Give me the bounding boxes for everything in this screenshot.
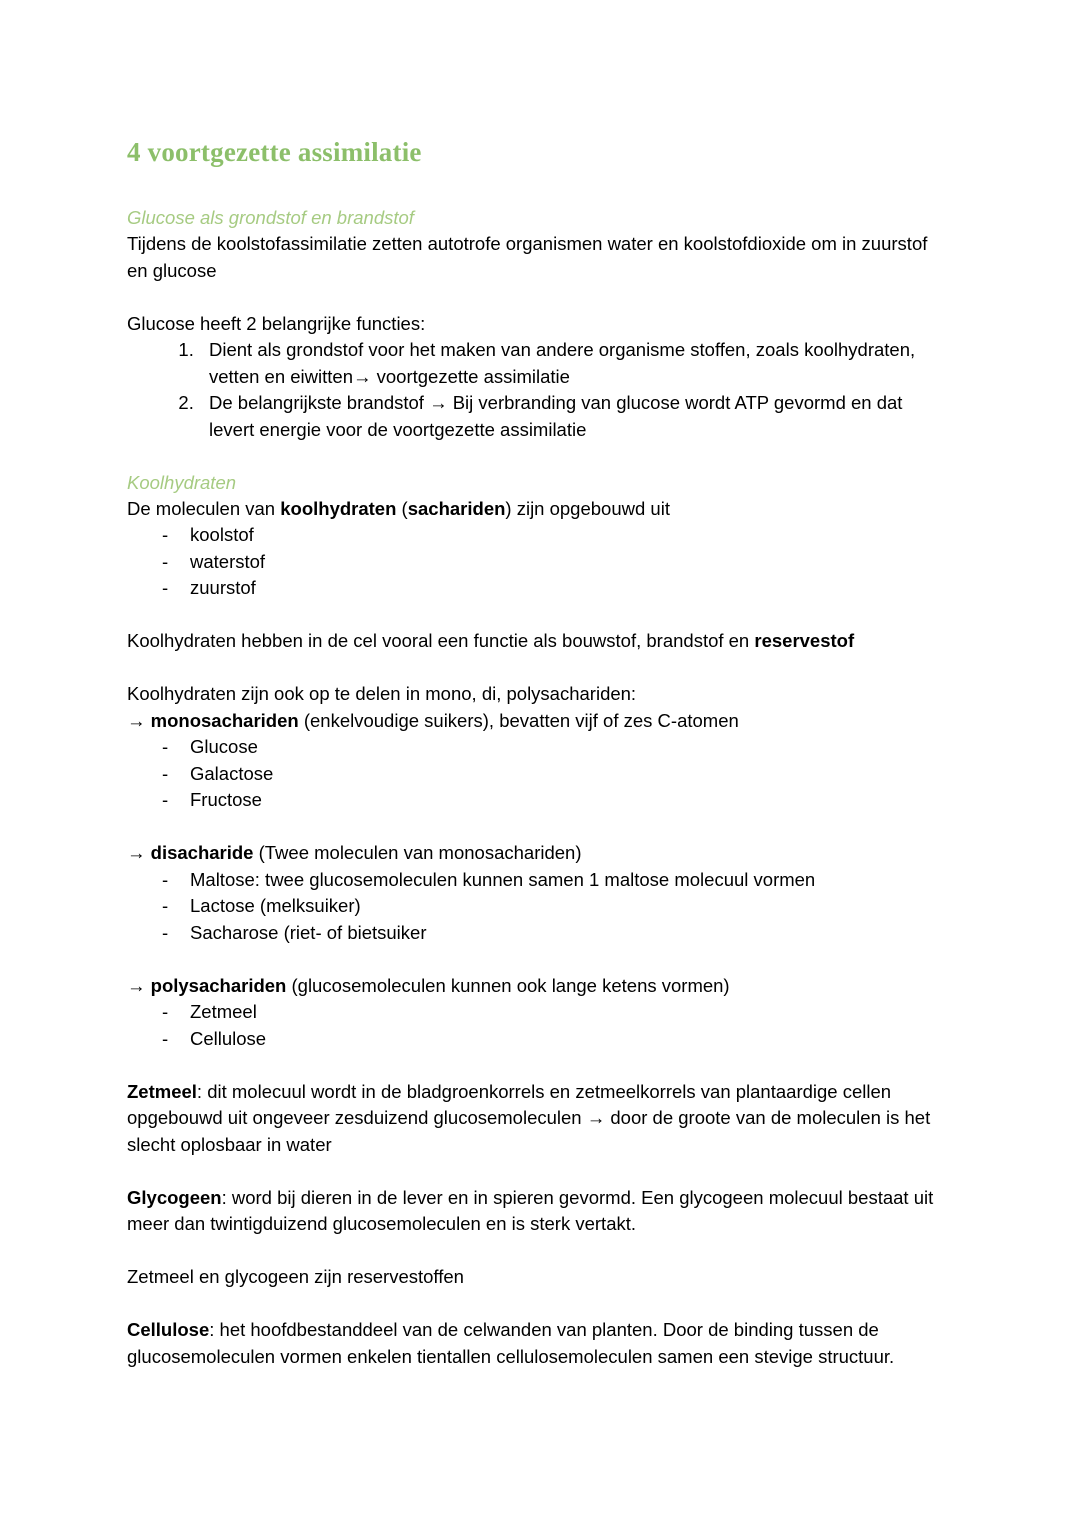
dash-bullet-icon: - <box>162 868 169 890</box>
list-item <box>127 920 950 947</box>
list-item-label: Sacharose (riet- of bietsuiker <box>190 921 427 943</box>
group-heading-monosachariden <box>127 708 950 735</box>
list-item-label: Glucose <box>190 736 258 757</box>
spacer <box>127 443 950 470</box>
list-item-label: Cellulose <box>190 1027 267 1049</box>
spacer <box>127 1052 950 1079</box>
list-item <box>127 734 950 761</box>
dash-bullet-icon: - <box>162 789 169 810</box>
spacer <box>127 1158 950 1185</box>
list-item-label: zuurstof <box>190 577 256 598</box>
group-description: (glucosemoleculen kunnen ook lange ketens vormen) <box>286 974 730 996</box>
text-fragment: De moleculen van <box>127 497 281 519</box>
dash-bullet-icon: - <box>162 762 169 784</box>
spacer <box>127 814 950 841</box>
spacer <box>127 1238 950 1265</box>
spacer <box>127 946 950 973</box>
definition-text: : dit molecuul wordt in de bladgroenkorrels en zetmeelkorrels van plantaardige cellen opgebouwd uit ongeveer zesduizend glucosemoleculen → door de groote van de moleculen is het slecht oplosbaar in water <box>127 1080 931 1155</box>
group-name: polysachariden <box>150 974 287 996</box>
list-item-label: Maltose: twee glucosemoleculen kunnen samen 1 maltose molecuul vormen <box>190 868 816 890</box>
arrow-icon: → <box>127 709 151 731</box>
spacer <box>127 655 950 682</box>
list-item-label: Galactose <box>190 762 274 784</box>
text-fragment: Koolhydraten hebben in de cel vooral een functie als bouwstof, brandstof en <box>127 630 755 651</box>
group-description: (enkelvoudige suikers), bevatten vijf of zes C-atomen <box>298 709 739 731</box>
list-item: 1. Dient als grondstof voor het maken van andere organisme stoffen, zoals koolhydraten, vetten en eiwitten→ voortgezette assimilatie <box>199 337 950 390</box>
list-item-label: Lactose (melksuiker) <box>190 895 361 916</box>
text-fragment: ( <box>396 497 408 519</box>
definition-text: : word bij dieren in de lever en in spieren gevormd. Een glycogeen molecuul bestaat uit meer dan twintigduizend glucosemoleculen en is sterk vertakt. <box>127 1186 934 1234</box>
definition-zetmeel <box>127 1079 950 1159</box>
disacharide-list <box>127 867 950 947</box>
dash-bullet-icon: - <box>162 1001 169 1022</box>
spacer <box>127 284 950 311</box>
group-description: (Twee moleculen van monosachariden) <box>253 842 582 863</box>
dash-bullet-icon: - <box>162 921 169 943</box>
list-item <box>127 1026 950 1053</box>
section-heading-glucose: Glucose als grondstof en brandstof <box>127 207 414 228</box>
page-title: 4 voortgezette assimilatie <box>127 137 422 167</box>
list-item <box>127 787 950 814</box>
arrow-icon: → <box>127 974 151 996</box>
dash-bullet-icon: - <box>162 550 169 572</box>
spacer <box>127 602 950 629</box>
list-item: 2. De belangrijkste brandstof → Bij verbranding van glucose wordt ATP gevormd en dat levert energie voor de voortgezette assimilatie <box>199 390 950 443</box>
list-item-label: Zetmeel <box>190 1001 257 1022</box>
group-name: disacharide <box>150 842 254 863</box>
list-item <box>127 893 950 920</box>
term-reservestof: reservestof <box>754 630 855 651</box>
list-item <box>127 549 950 576</box>
list-item <box>127 575 950 602</box>
definition-term: Zetmeel <box>127 1080 197 1102</box>
dash-bullet-icon: - <box>162 1027 169 1049</box>
koolhydraten-division-lead: Koolhydraten zijn ook op te delen in mono, di, polysachariden: <box>127 683 637 704</box>
definition-term: Glycogeen <box>127 1186 222 1208</box>
list-item <box>127 867 950 894</box>
list-item <box>127 522 950 549</box>
koolhydraten-function-paragraph <box>127 628 950 655</box>
definition-text: : het hoofdbestanddeel van de celwanden van planten. Door de binding tussen de glucosemoleculen vormen enkelen tientallen cellulosemoleculen samen een stevige structuur. <box>127 1319 895 1367</box>
list-item-label: koolstof <box>190 524 254 545</box>
group-name: monosachariden <box>150 709 299 731</box>
dash-bullet-icon: - <box>162 736 169 757</box>
definition-glycogeen <box>127 1185 950 1238</box>
arrow-icon: → <box>127 842 151 863</box>
spacer <box>127 1291 950 1318</box>
list-item-label: Fructose <box>190 789 262 810</box>
term-sachariden: sachariden <box>407 497 506 519</box>
glucose-functions-lead: Glucose heeft 2 belangrijke functies: <box>127 312 426 334</box>
group-heading-polysachariden <box>127 973 950 1000</box>
dash-bullet-icon: - <box>162 524 169 545</box>
monosachariden-list <box>127 734 950 814</box>
reserve-note-paragraph: Zetmeel en glycogeen zijn reservestoffen <box>127 1266 464 1287</box>
list-item <box>127 999 950 1026</box>
term-koolhydraten: koolhydraten <box>280 497 397 519</box>
list-item <box>127 761 950 788</box>
section-heading-koolhydraten: Koolhydraten <box>127 471 237 493</box>
koolhydraten-molecules-paragraph <box>127 496 950 523</box>
list-item-label: waterstof <box>190 550 266 572</box>
dash-bullet-icon: - <box>162 895 169 916</box>
polysachariden-list <box>127 999 950 1052</box>
definition-cellulose <box>127 1317 950 1370</box>
glucose-functions-list <box>127 337 950 443</box>
definition-term: Cellulose <box>127 1319 210 1340</box>
dash-bullet-icon: - <box>162 577 169 598</box>
group-heading-disacharide <box>127 840 950 867</box>
koolhydraten-elements-list <box>127 522 950 602</box>
glucose-intro-paragraph: Tijdens de koolstofassimilatie zetten autotrofe organismen water en koolstofdioxide om in zuurstof en glucose <box>127 233 928 281</box>
text-fragment: ) zijn opgebouwd uit <box>505 497 670 519</box>
